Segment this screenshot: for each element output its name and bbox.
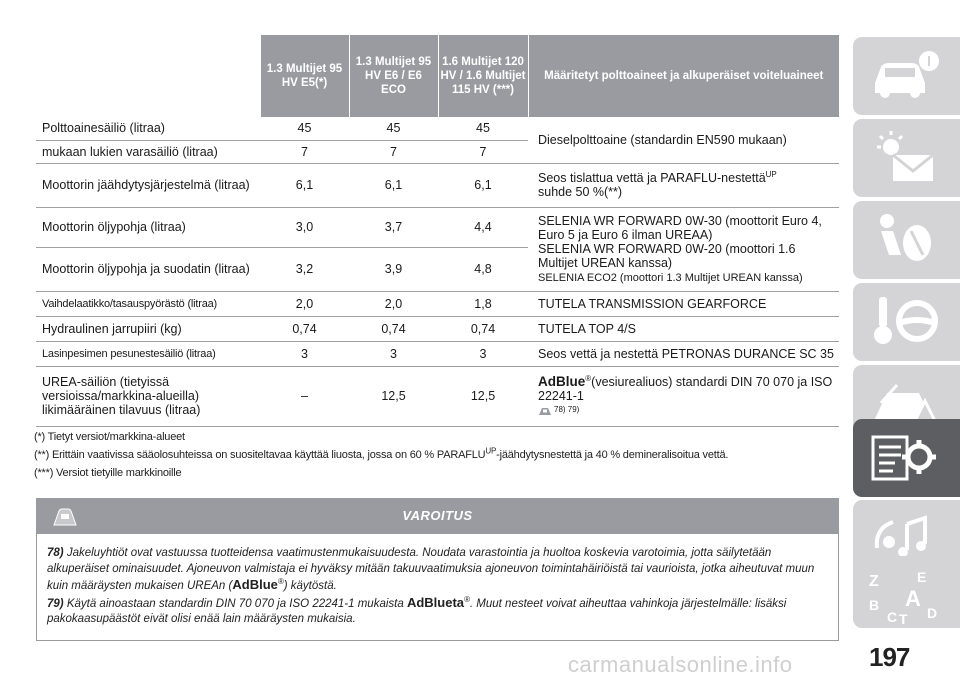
row-label: Moottorin öljypohja (litraa) (36, 207, 260, 247)
index-letter: T (899, 611, 908, 626)
header-empty (36, 35, 260, 117)
urea-text: (vesiurealiuos) standardi DIN 70 070 ja ISO 22241-1 (538, 374, 833, 403)
tab-service-maintenance[interactable] (853, 419, 960, 497)
index-letter: B (869, 597, 880, 613)
coolant-suffix: suhde 50 %(**) (538, 185, 623, 199)
registered-mark: ® (585, 373, 592, 383)
warning-body (36, 534, 839, 641)
capacities-table (36, 35, 839, 427)
warning-78-number: 78) (47, 547, 64, 559)
index-letter: Z (869, 573, 879, 590)
value-col1: 3,0 (260, 207, 349, 247)
value-col2: 2,0 (349, 291, 438, 316)
oil-line-1: SELENIA WR FORWARD 0W-30 (moottorit Euro 4, Euro 5 ja Euro 6 ilman UREAA) (538, 213, 822, 242)
footnote-2-prefix: (**) Erittäin vaativissa sääolosuhteissa on suositeltavaa käyttää liuosta, jossa on 60 % PARAFLU (34, 449, 486, 461)
watermark: carmanualsonline.info (568, 652, 793, 677)
value-col1: 45 (260, 117, 349, 140)
airbag-seat-icon (867, 209, 947, 271)
value-col1: 3 (260, 341, 349, 366)
value-col1: 7 (260, 140, 349, 163)
index-letter: D (927, 605, 938, 621)
warning-78-reg: ® (277, 577, 284, 587)
value-col2: 3 (349, 341, 438, 366)
row-label: Moottorin öljypohja ja suodatin (litraa) (36, 247, 260, 291)
value-col3: 1,8 (438, 291, 528, 316)
value-col1: 6,1 (260, 163, 349, 207)
row-label: mukaan lukien varasäiliö (litraa) (36, 140, 260, 163)
header-engine-1-3-e5: 1.3 Multijet 95 HV E5(*) (260, 35, 349, 117)
table-row (36, 366, 839, 426)
footnote-2-suffix: -jäähdytysnestettä ja 40 % demineralisoitua vettä. (496, 449, 729, 461)
index-letter: E (917, 569, 927, 585)
warning-79-number: 79) (47, 597, 64, 610)
value-col3: 4,8 (438, 247, 528, 291)
footnote-1: (*) Tietyt versiot/markkina-alueet (34, 431, 185, 443)
key-steering-wheel-icon (867, 291, 947, 353)
value-col2: 0,74 (349, 316, 438, 341)
row-label: Lasinpesimen pesunestesäiliö (litraa) (36, 341, 260, 366)
warning-79 (47, 595, 832, 628)
value-col1: 2,0 (260, 291, 349, 316)
row-label: Hydraulinen jarrupiiri (kg) (36, 316, 260, 341)
value-col2: 6,1 (349, 163, 438, 207)
row-label: Polttoainesäiliö (litraa) (36, 117, 260, 140)
tab-dashboard-lights[interactable] (853, 119, 960, 197)
header-specified-fluids: Määritetyt polttoaineet ja alkuperäiset voiteluaineet (528, 35, 839, 117)
value-col1: 3,2 (260, 247, 349, 291)
row-label: Moottorin jäähdytysjärjestelmä (litraa) (36, 163, 260, 207)
warning-79-reg: ® (464, 594, 470, 604)
footnote-2-sup: UP (485, 446, 497, 456)
brake-fluid-spec: TUTELA TOP 4/S (528, 316, 839, 341)
value-col3: 0,74 (438, 316, 528, 341)
value-col2: 3,9 (349, 247, 438, 291)
warning-references: 78) 79) (554, 405, 580, 415)
warning-text (47, 546, 832, 628)
coolant-prefix: Seos tislattua vettä ja PARAFLU-nestettä (538, 171, 766, 185)
value-col3: 4,4 (438, 207, 528, 247)
adblue-brand: AdBlue (538, 373, 586, 389)
header-engine-1-6: 1.6 Multijet 120 HV / 1.6 Multijet 115 HV (***) (438, 35, 528, 117)
tab-car-info[interactable] (853, 37, 960, 115)
service-maintenance-icon (867, 427, 947, 489)
header-engine-1-3-e6: 1.3 Multijet 95 HV E6 / E6 ECO (349, 35, 438, 117)
tab-key-steering[interactable] (853, 283, 960, 361)
warning-78-text-b: ) käytöstä. (283, 580, 337, 592)
warning-reference-icon (538, 405, 552, 416)
footnote-2 (34, 446, 729, 461)
tab-alphabetical-index[interactable] (853, 556, 960, 628)
warning-78 (47, 546, 832, 595)
warning-78-brand: AdBlue (232, 577, 278, 592)
table-row (36, 117, 839, 140)
index-letter: C (887, 609, 898, 625)
warning-78-text-a: Jakeluyhtiöt ovat vastuussa tuotteidensa vaatimustenmukaisuudesta. Noudata varastointia ja huoltoa koskevia varotoimia, jotta säilytetään alkuperäiset ominaisuudet. Ajoneuvon valmistaja ei hyväksy mitään takuuvaatimuksia ajoneuvon toimintahäiriöistä tai vaurioista, jotka aiheutuvat muun kuin määräysten mukaisen UREAn ( (47, 547, 815, 592)
value-col3: 3 (438, 341, 528, 366)
warning-79-text-b: . Muut nesteet voivat aiheuttaa vahinkoja järjestelmälle: lisäksi pakokaasupäästöt eivät olisi enää lain määräysten mukaisia. (47, 597, 787, 625)
table-row (36, 207, 839, 247)
washer-fluid-spec: Seos vettä ja nestettä PETRONAS DURANCE SC 35 (528, 341, 839, 366)
alphabetical-index-icon (867, 564, 947, 626)
table-row (36, 291, 839, 316)
table-row (36, 341, 839, 366)
warning-header (36, 498, 839, 534)
tab-airbag-seat[interactable] (853, 201, 960, 279)
value-col2: 12,5 (349, 366, 438, 426)
value-col1: – (260, 366, 349, 426)
page-number: 197 (869, 642, 910, 672)
row-label: Vaihdelaatikko/tasauspyörästö (litraa) (36, 291, 260, 316)
value-col2: 7 (349, 140, 438, 163)
footnote-3: (***) Versiot tietyille markkinoille (34, 467, 182, 479)
warning-79-text-a: Käytä ainoastaan standardin DIN 70 070 ja ISO 22241-1 mukaista (66, 597, 407, 610)
value-col2: 3,7 (349, 207, 438, 247)
urea-spec (528, 366, 839, 426)
gearbox-spec: TUTELA TRANSMISSION GEARFORCE (528, 291, 839, 316)
fuel-spec: Dieselpolttoaine (standardin EN590 mukaan) (528, 117, 839, 163)
dashboard-lights-icon (867, 127, 947, 189)
value-col3: 45 (438, 117, 528, 140)
value-col2: 45 (349, 117, 438, 140)
value-col3: 7 (438, 140, 528, 163)
coolant-spec (528, 163, 839, 207)
coolant-sup: UP (765, 169, 777, 179)
value-col3: 6,1 (438, 163, 528, 207)
value-col3: 12,5 (438, 366, 528, 426)
warning-79-brand: AdBlueta (406, 594, 464, 610)
value-col1: 0,74 (260, 316, 349, 341)
index-letter: A (905, 586, 921, 611)
oil-line-3: SELENIA ECO2 (moottori 1.3 Multijet UREAN kanssa) (538, 271, 803, 284)
engine-oil-spec (528, 207, 839, 291)
car-info-icon (867, 45, 947, 107)
table-row (36, 163, 839, 207)
table-header-row (36, 35, 839, 117)
row-label: UREA-säiliön (tietyissä versioissa/markkina-alueilla) likimääräinen tilavuus (litraa) (36, 366, 260, 426)
table-row (36, 316, 839, 341)
warning-title: VAROITUS (402, 508, 473, 523)
oil-line-2: SELENIA WR FORWARD 0W-20 (moottori 1.6 Multijet UREAN kanssa) (538, 241, 796, 270)
